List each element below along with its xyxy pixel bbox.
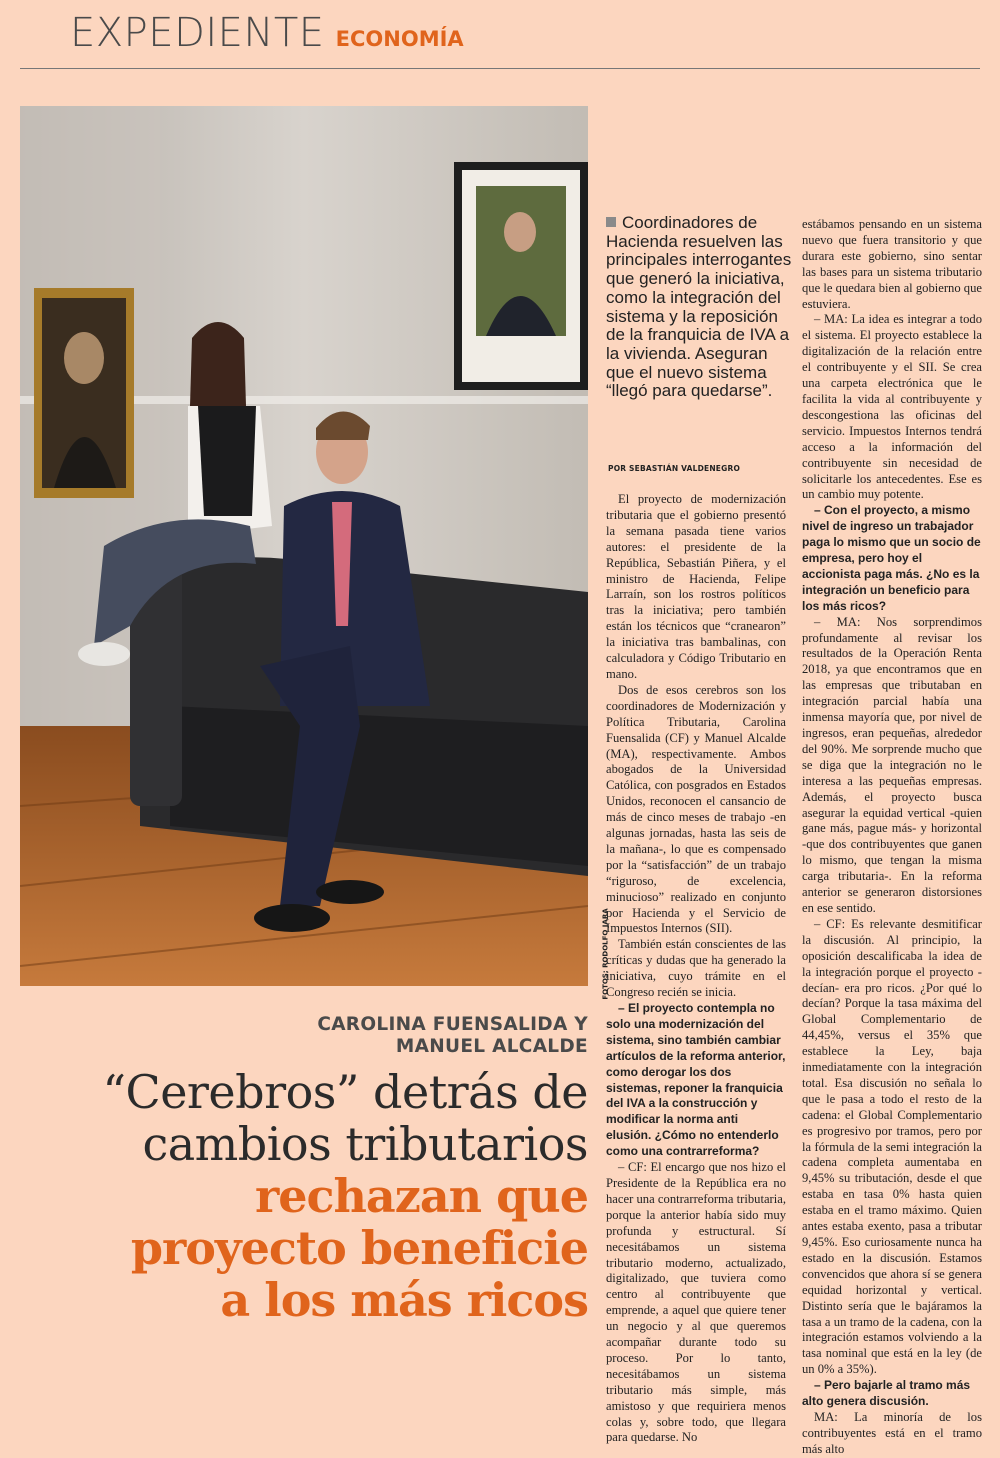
- paragraph: MA: La minoría de los contribuyentes está en el tramo más alto: [802, 1409, 982, 1456]
- paragraph: – MA: La idea es integrar a todo el sistema. El proyecto establece la digitalización de la relación entre el contribuyente y el SII. Se crea una carpeta electrónica que le facilita la vida al contribuyente y descongestiona las oficinas del servicio. Impuestos Internos tendrá acceso a la información del contribuyente sin necesidad de solicitarle los antecedentes. Ese es un cambio muy potente.: [802, 312, 982, 502]
- paragraph: – CF: El encargo que nos hizo el Presidente de la República era no hacer una contrarreforma tributaria, porque la anterior había sido muy profunda y estructural. Sí necesitábamos un sistema tributario moderno, actualizado, digitalizado, que tuviera como centro al contribuyente que emprende, a aquel que quiere tener un negocio y al que queremos acompañar durante todo su proceso. Por lo tanto, necesitábamos un sistema tributario más simple, más amistoso y que requiriera menos colas y, sobre todo, que llegara para quedarse. No: [606, 1160, 786, 1445]
- interview-question: – Pero bajarle al tramo más alto genera discusión.: [802, 1378, 971, 1409]
- kicker: [317, 1014, 588, 1058]
- kicker-line: MANUEL ALCALDE: [395, 1036, 588, 1057]
- page-header: [70, 10, 464, 56]
- kicker-line: CAROLINA FUENSALIDA Y: [317, 1014, 588, 1035]
- paragraph: – CF: Es relevante desmitificar la discusión. Al principio, la oposición descalificaba la idea de la integración porque el proyecto -decían- era pro ricos. ¿Por qué lo decían? Porque la tasa máxima del Global Complementario de 44,45%, versus el 35% que establece la Ley, baja inmediatamente con la integración total. Esa discusión no señala lo que le pasa a todo el resto de la cadena: el Global Complementario es progresivo por tramos, pero por la fórmula de la semi integración la cadena completa aumentaba en 9,45% su tributación, desde el que estaba en tasa 0% hasta quien estaba en el tramo máximo. Quien antes estaba exento, pasa a tributar 9,45%. Eso curiosamente nunca ha estado en la discusión. Estamos convencidos que ahora sí se genera equidad horizontal y vertical. Distinto sería que le bajáramos la tasa a un tramo de la cadena, con la integración estamos volviendo a la tasa nominal que está en la ley (de un 0% a 35%).: [802, 916, 982, 1377]
- interview-question: – El proyecto contempla no solo una modernización del sistema, sino también cambiar artículos de la reforma anterior, como derogar los dos sistemas, reponer la franquicia del IVA a la construcción y modificar la norma anti elusión. ¿Cómo no entenderlo como una contrarreforma?: [606, 1001, 786, 1159]
- headline-line: “Cerebros” detrás de: [102, 1065, 588, 1119]
- headline: [28, 1066, 588, 1326]
- headline-line-highlight: rechazan que: [254, 1169, 588, 1223]
- section-name: EXPEDIENTE: [70, 10, 325, 56]
- square-bullet-icon: [606, 217, 616, 227]
- paragraph: – MA: Nos sorprendimos profundamente al revisar los resultados de la Operación Renta 2018, ya que encontramos que en las empresas que tributaban en integración parcial había una inmensa mayoría que, por nivel de ingresos, eran pequeñas, alrededor del 90%. Me sorprende mucho que se diga que la integración no le interesa a las pequeñas empresas. Además, el proyecto busca asegurar la equidad vertical -quien gane más, pague más- y horizontal -que dos contribuyentes que ganen lo mismo, que tengan la misma carga tributaria-. En la reforma anterior se generaron distorsiones en ese sentido.: [802, 614, 982, 915]
- headline-line: cambios tributarios: [142, 1117, 588, 1171]
- paragraph: Dos de esos cerebros son los coordinadores de Modernización y Política Tributaria, Carolina Fuensalida (CF) y Manuel Alcalde (MA), respectivamente. Ambos abogados de la Universidad Católica, con posgrados en Estados Unidos, reconocen el cansancio de más de cinco meses de trabajo -en algunas jornadas, hasta las seis de la mañana-, lo que es compensado por la “satisfacción” de un trabajo “riguroso, de excelencia, minucioso” realizado en conjunto por Hacienda y el Servicio de Impuestos Internos (SII).: [606, 682, 786, 936]
- interview-question: – Con el proyecto, a mismo nivel de ingreso un trabajador paga lo mismo que un socio de empresa, pero hoy el accionista paga más. ¿No es la integración un beneficio para los más ricos?: [802, 503, 981, 613]
- header-rule: [20, 68, 980, 69]
- headline-line-highlight: proyecto beneficie: [130, 1221, 588, 1275]
- lead-paragraph: [606, 214, 796, 401]
- lead-text: Coordinadores de Hacienda resuelven las principales interrogantes que generó la iniciativa, como la integración del sistema y la reposición de la franquicia de IVA a la vivienda. Aseguran que el nuevo sistema “llegó para quedarse”.: [606, 213, 792, 401]
- photo-credit: FOTOS: RODOLFO JARA: [601, 908, 610, 1000]
- byline: POR SEBASTIÁN VALDENEGRO: [608, 464, 741, 473]
- text-column-2: [802, 217, 982, 1458]
- headline-line-highlight: a los más ricos: [220, 1273, 588, 1327]
- paragraph: El proyecto de modernización tributaria que el gobierno presentó la semana pasada tiene varios autores: el presidente de la República, Sebastián Piñera, y el ministro de Hacienda, Felipe Larraín, son los rostros políticos tras la iniciativa; pero también están los técnicos que “cranearon” la iniciativa tras bambalinas, con calculadora y Código Tributario en mano.: [606, 492, 786, 681]
- article-photo: [20, 106, 588, 986]
- subsection-name: ECONOMÍA: [335, 27, 464, 51]
- paragraph: También están conscientes de las críticas y dudas que ha generado la iniciativa, cuyo trámite en el Congreso recién se inicia.: [606, 937, 786, 1000]
- paragraph: estábamos pensando en un sistema nuevo que fuera transitorio y que durara este gobierno, sino sentar las bases para un sistema tributario que le quedara bien al gobierno que estuviera.: [802, 217, 982, 311]
- photo-illustration: [20, 106, 588, 986]
- text-column-1: [606, 492, 786, 1446]
